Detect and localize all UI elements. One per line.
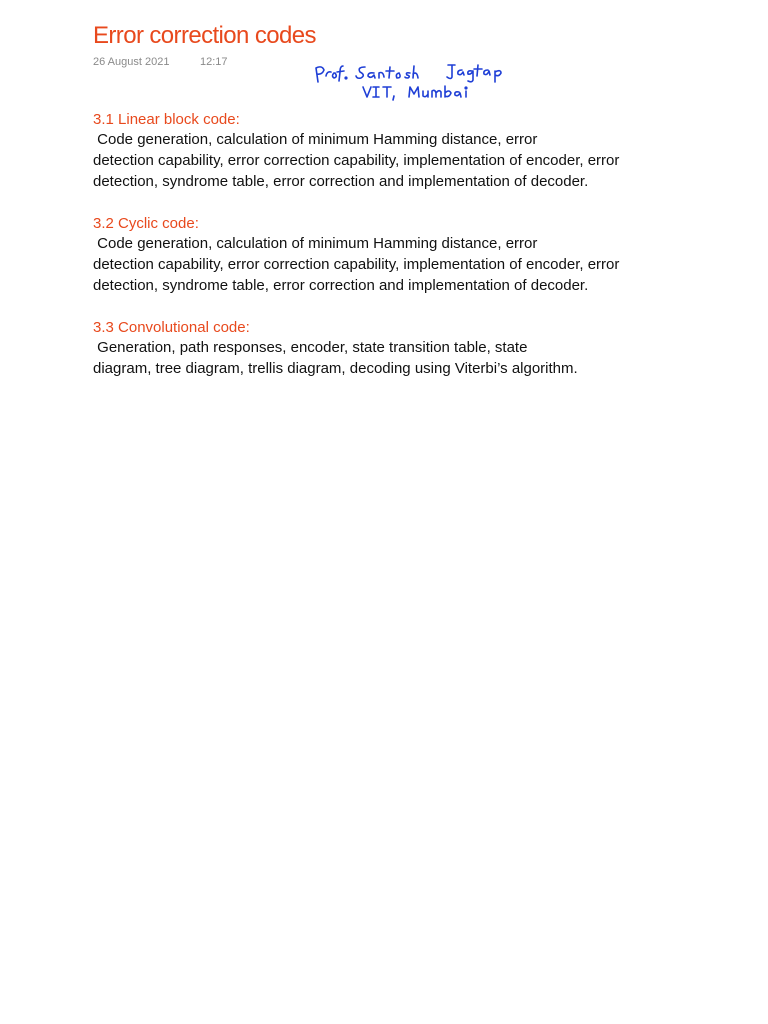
section-heading: 3.3 Convolutional code:: [93, 319, 250, 336]
section-heading: 3.1 Linear block code:: [93, 111, 240, 128]
section-text-line: Generation, path responses, encoder, state transition table, state: [93, 339, 528, 356]
note-time: 12:17: [200, 56, 228, 68]
section-text-line: Code generation, calculation of minimum Hamming distance, error: [93, 131, 538, 148]
handwritten-signature: [310, 56, 510, 104]
section-convolutional-code: [93, 318, 733, 380]
section-text-line: Code generation, calculation of minimum Hamming distance, error: [93, 235, 538, 252]
section-text-line: detection, syndrome table, error correction and implementation of decoder.: [93, 172, 589, 190]
section-cyclic-code: [93, 214, 733, 296]
section-text-line: detection capability, error correction capability, implementation of encoder, error: [93, 255, 620, 273]
section-text-line: diagram, tree diagram, trellis diagram, decoding using Viterbi’s algorithm.: [93, 359, 578, 377]
page-title: Error correction codes: [93, 22, 316, 49]
section-heading: 3.2 Cyclic code:: [93, 215, 199, 232]
section-text-line: detection, syndrome table, error correction and implementation of decoder.: [93, 276, 589, 294]
section-text-line: detection capability, error correction capability, implementation of encoder, error: [93, 151, 620, 169]
section-linear-block-code: [93, 110, 733, 192]
note-date: 26 August 2021: [93, 56, 170, 68]
